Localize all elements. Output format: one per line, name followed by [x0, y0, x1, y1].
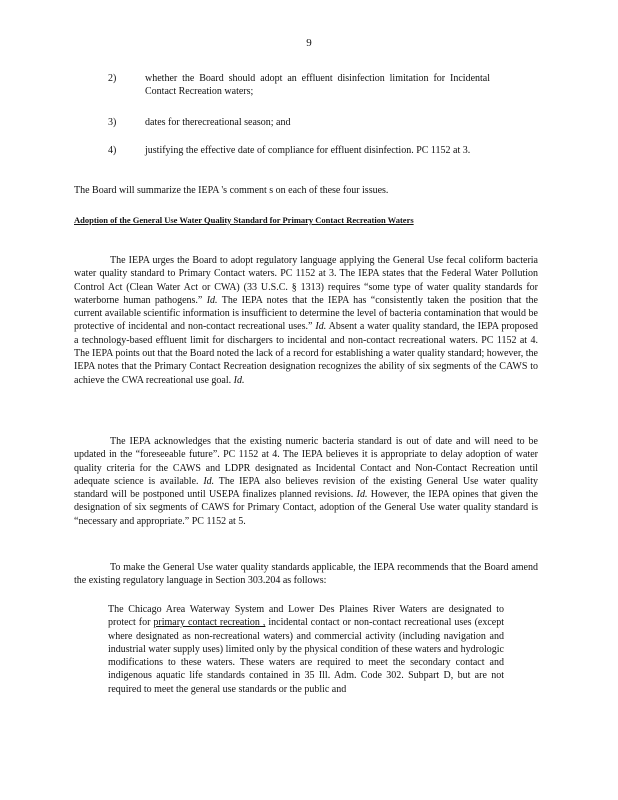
intro-sentence: The Board will summarize the IEPA 's comment s on each of these four issues.: [74, 185, 389, 196]
paragraph-text: To make the General Use water quality standards applicable, the IEPA recommends that the Board amend the existing regulatory language in Section 303.204 as follows:: [74, 562, 538, 587]
citation: Id.: [233, 374, 245, 386]
block-quote: [108, 603, 504, 696]
quote-text: incidental contact or non-contact recreational uses (except where designated as non-recreational waters) and commercial activity (including navigation and industrial water supply uses) limited only by the physical condition of these waters and hydrologic modifications to these waters. These waters are required to meet the secondary contact and indigenous aquatic life standards contained in 35 Ill. Adm. Code 302. Subpart D, but are not required to meet the general use standards or the public and: [108, 617, 504, 695]
citation: Id.: [315, 321, 327, 333]
list-text: justifying the effective date of compliance for effluent disinfection. PC 1152 at 3.: [145, 145, 471, 156]
paragraph-text: The IEPA also believes revision of the existing General Use water quality standard will be postponed until USEPA finalizes planned revisions.: [74, 475, 538, 501]
citation: Id.: [206, 294, 218, 306]
list-number: 2): [108, 73, 117, 84]
citation: Id.: [356, 489, 368, 501]
list-text: dates for therecreational season; and: [145, 117, 291, 128]
section-heading: Adoption of the General Use Water Quality Standard for Primary Contact Recreation Waters: [74, 215, 414, 225]
paragraph-2: [74, 435, 538, 528]
list-number: 4): [108, 145, 117, 156]
paragraph-text: The IEPA notes that the IEPA has “consistently taken the position that the current available scientific information is insufficient to determine the level of bacteria contamination that would be protective of incidental and non-contact recreational uses.”: [74, 294, 538, 333]
paragraph-3: [74, 561, 538, 588]
paragraph-text: The IEPA urges the Board to adopt regulatory language applying the General Use fecal coliform bacteria water quality standard to Primary Contact waters. PC 1152 at 3. The IEPA states that the Federal Water Pollution Control Act (Clean Water Act or CWA) (33 U.S.C. § 1313) requires “some type of water quality standards for waterborne human pathogens.”: [74, 255, 538, 306]
paragraph-text: Absent a water quality standard, the IEPA proposed a technology-based effluent limit for dischargers to incidental and non-contact recreational waters. PC 1152 at 4. The IEPA points out that the Board noted the lack of a record for establishing a water quality standard; however, the IEPA notes that the Primary Contact Recreation designation recognizes the ability of six segments of the CAWS to achieve the CWA recreational use goal.: [74, 321, 539, 386]
quote-underlined-text: primary contact recreation ,: [153, 617, 266, 629]
citation: Id.: [203, 475, 215, 487]
paragraph-text: The IEPA acknowledges that the existing numeric bacteria standard is out of date and will need to be updated in the “foreseeable future”. PC 1152 at 4. The IEPA believes it is appropriate to delay adoption of water quality criteria for the CAWS and LDPR designated as Incidental Contact and Non-Contact Recreation until adequate science is available.: [74, 436, 538, 487]
page-number: 9: [306, 37, 312, 49]
quote-text: The Chicago Area Waterway System and Lower Des Plaines River Waters are designated to protect for: [108, 604, 504, 629]
paragraph-1: [74, 254, 538, 387]
paragraph-text: However, the IEPA opines that given the designation of six segments of CAWS for Primary Contact, adoption of the General Use water quality standard is “necessary and appropriate.” PC 1152 at 5.: [74, 489, 538, 527]
list-number: 3): [108, 117, 117, 128]
list-text: whether the Board should adopt an effluent disinfection limitation for Incidental Contact Recreation waters;: [145, 73, 490, 97]
